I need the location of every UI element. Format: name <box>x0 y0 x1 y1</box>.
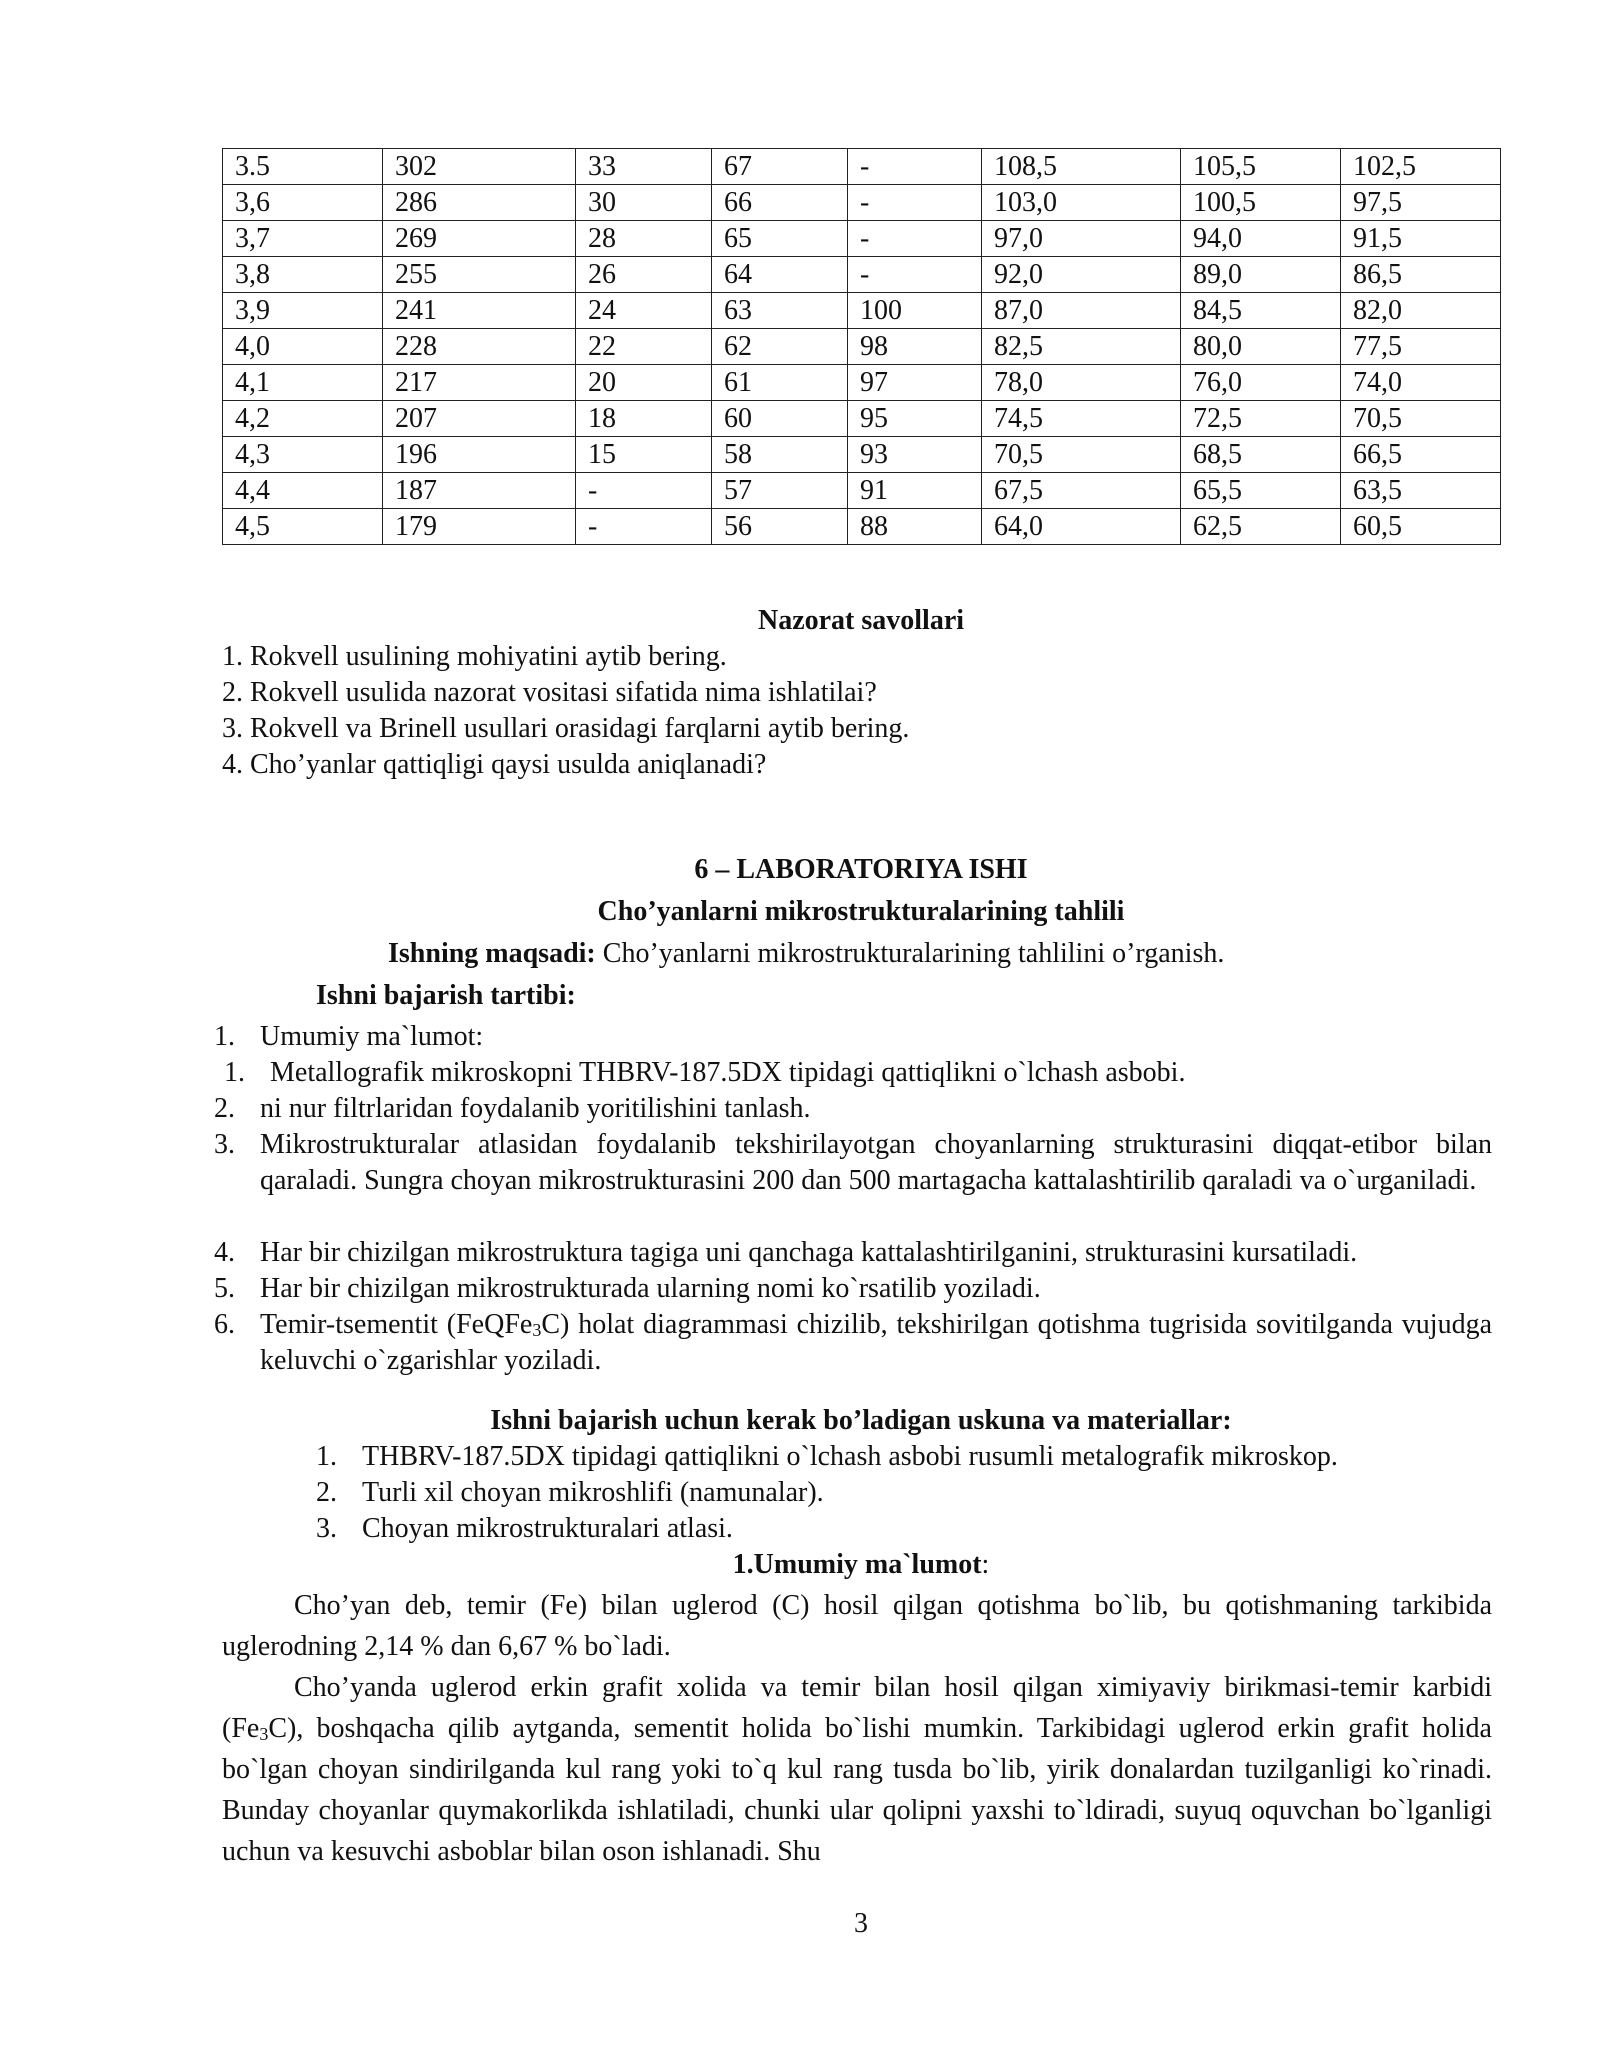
table-cell: 67 <box>712 149 848 185</box>
table-cell: 84,5 <box>1181 293 1341 329</box>
goal-label: Ishning maqsadi: <box>388 938 596 969</box>
table-cell: 93 <box>848 437 982 473</box>
table-cell: 102,5 <box>1341 149 1501 185</box>
table-cell: 286 <box>383 185 576 221</box>
table-cell: 65 <box>712 221 848 257</box>
step-number: 1. <box>214 1021 235 1052</box>
question-1: 1. Rokvell usulining mohiyatini aytib bering. <box>222 641 727 672</box>
table-cell: 97,0 <box>982 221 1181 257</box>
table-cell: 88 <box>848 509 982 545</box>
table-cell: 64,0 <box>982 509 1181 545</box>
step-number: 3. <box>214 1129 235 1160</box>
table-cell: 103,0 <box>982 185 1181 221</box>
equipment-number: 3. <box>316 1513 337 1544</box>
table-cell: 187 <box>383 473 576 509</box>
table-cell: 95 <box>848 401 982 437</box>
page-number: 3 <box>854 1908 868 1939</box>
table-cell: 108,5 <box>982 149 1181 185</box>
question-4: 4. Cho’yanlar qattiqligi qaysi usulda aniqlanadi? <box>222 749 767 780</box>
step-text: Metallografik mikroskopni THBRV-187.5DX tipidagi qattiqlikni o`lchash asbobi. <box>270 1057 1186 1088</box>
table-row <box>223 149 1501 185</box>
question-2: 2. Rokvell usulida nazorat vositasi sifatida nima ishlatilai? <box>222 677 877 708</box>
goal-text: Cho’yanlarni mikrostrukturalarining tahlilini o’rganish. <box>595 938 1225 969</box>
table-row <box>223 401 1501 437</box>
table-cell: 58 <box>712 437 848 473</box>
table-cell: 22 <box>576 329 712 365</box>
table-cell: 87,0 <box>982 293 1181 329</box>
table-cell: 66,5 <box>1341 437 1501 473</box>
table-cell: 94,0 <box>1181 221 1341 257</box>
table-cell: 241 <box>383 293 576 329</box>
table-cell: 74,5 <box>982 401 1181 437</box>
table-row <box>223 437 1501 473</box>
table-cell: 217 <box>383 365 576 401</box>
table-cell: 67,5 <box>982 473 1181 509</box>
table-row <box>223 473 1501 509</box>
table-cell: 82,0 <box>1341 293 1501 329</box>
table-cell: 33 <box>576 149 712 185</box>
step-number: 5. <box>214 1273 235 1304</box>
table-cell: 15 <box>576 437 712 473</box>
table-cell: - <box>848 149 982 185</box>
table-cell: 196 <box>383 437 576 473</box>
table-cell: 56 <box>712 509 848 545</box>
step-text: Temir-tsementit (FeQFe$_3$C) holat diagrammasi chizilib, tekshirilgan qotishma tugrisida sovitilganda vujudga keluvchi o`zgarishlar yoziladi. <box>260 1309 1493 1376</box>
table-cell: 18 <box>576 401 712 437</box>
table-cell: 86,5 <box>1341 257 1501 293</box>
step-number: 2. <box>214 1093 235 1124</box>
lab-subtitle: Cho’yanlarni mikrostrukturalarining tahlili <box>597 896 1125 927</box>
table-cell: 64 <box>712 257 848 293</box>
table-cell: 4,5 <box>223 509 383 545</box>
table-cell: 61 <box>712 365 848 401</box>
step-number: 4. <box>214 1237 235 1268</box>
lab-goal <box>388 936 1224 972</box>
table-cell: - <box>848 257 982 293</box>
table-cell: 66 <box>712 185 848 221</box>
table-cell: 72,5 <box>1181 401 1341 437</box>
control-title: Nazorat savollari <box>757 605 965 636</box>
table-cell: 4,1 <box>223 365 383 401</box>
table-cell: 62,5 <box>1181 509 1341 545</box>
table-cell: 3.5 <box>223 149 383 185</box>
table-cell: 98 <box>848 329 982 365</box>
table-cell: 63 <box>712 293 848 329</box>
table-cell: 62 <box>712 329 848 365</box>
table-cell: 89,0 <box>1181 257 1341 293</box>
step-number: 1. <box>224 1057 245 1088</box>
table-cell: 70,5 <box>982 437 1181 473</box>
table-cell: - <box>848 221 982 257</box>
procedure-title: Ishni bajarish tartibi: <box>316 980 576 1011</box>
table-cell: 63,5 <box>1341 473 1501 509</box>
table-cell: 97 <box>848 365 982 401</box>
table-cell: 97,5 <box>1341 185 1501 221</box>
table-cell: 24 <box>576 293 712 329</box>
table-cell: 4,4 <box>223 473 383 509</box>
step-text: Mikrostrukturalar atlasidan foydalanib tekshirilayotgan choyanlarning strukturasini diqqat-etibor bilan qaraladi. Sungra choyan mikrostrukturasini 200 dan 500 martagacha kattalashtirilib qaraladi va o`urganiladi. <box>260 1129 1492 1196</box>
hardness-table <box>222 148 1501 545</box>
table-row <box>223 365 1501 401</box>
equipment-number: 2. <box>316 1477 337 1508</box>
table-cell: 4,3 <box>223 437 383 473</box>
table-row <box>223 293 1501 329</box>
table-cell: 60 <box>712 401 848 437</box>
table-cell: 26 <box>576 257 712 293</box>
table-cell: 78,0 <box>982 365 1181 401</box>
general-title: 1.Umumiy ma`lumot: <box>732 1549 990 1580</box>
table-cell: - <box>848 185 982 221</box>
table-cell: 302 <box>383 149 576 185</box>
table-cell: 76,0 <box>1181 365 1341 401</box>
table-cell: 91 <box>848 473 982 509</box>
table-cell: - <box>576 473 712 509</box>
table-cell: 74,0 <box>1341 365 1501 401</box>
table-cell: 228 <box>383 329 576 365</box>
table-cell: 57 <box>712 473 848 509</box>
table-cell: 3,7 <box>223 221 383 257</box>
table-cell: 70,5 <box>1341 401 1501 437</box>
table-cell: 28 <box>576 221 712 257</box>
table-cell: - <box>576 509 712 545</box>
table-row <box>223 257 1501 293</box>
table-cell: 77,5 <box>1341 329 1501 365</box>
table-cell: 269 <box>383 221 576 257</box>
step-number: 6. <box>214 1309 235 1340</box>
table-cell: 80,0 <box>1181 329 1341 365</box>
table-cell: 68,5 <box>1181 437 1341 473</box>
step-text: Har bir chizilgan mikrostruktura tagiga uni qanchaga kattalashtirilganini, strukturasini kursatiladi. <box>260 1237 1358 1268</box>
table-cell: 3,6 <box>223 185 383 221</box>
step-text: ni nur filtrlaridan foydalanib yoritilishini tanlash. <box>260 1093 811 1124</box>
table-row <box>223 509 1501 545</box>
table-cell: 3,9 <box>223 293 383 329</box>
paragraph-1: Cho’yan deb, temir (Fe) bilan uglerod (C) hosil qilgan qotishma bo`lib, bu qotishmaning tarkibida uglerodning 2,14 % dan 6,67 % bo`ladi. <box>222 1590 1492 1662</box>
hardness-table-body <box>223 149 1501 545</box>
table-cell: 4,0 <box>223 329 383 365</box>
lab-title: 6 – LABORATORIYA ISHI <box>694 854 1028 885</box>
table-cell: 91,5 <box>1341 221 1501 257</box>
step-text: Har bir chizilgan mikrostrukturada ularning nomi ko`rsatilib yoziladi. <box>260 1273 1041 1304</box>
paragraph-2: Cho’yanda uglerod erkin grafit xolida va temir bilan hosil qilgan ximiyaviy birikmasi-temir karbidi $(Fe_3C)$, boshqacha qilib aytganda, sementit holida bo`lishi mumkin. Tarkibidagi uglerod erkin grafit holida bo`lgan choyan sindirilganda kul rang yoki to`q kul rang tusda bo`lib, yirik donalardan tuzilganligi ko`rinadi. Bunday choyanlar quymakorlikda ishlatiladi, chunki ular qolipni yaxshi to`ldiradi, suyuq oquvchan bo`lganligi uchun va kesuvchi asboblar bilan oson ishlanadi. Shu <box>222 1672 1492 1867</box>
table-cell: 4,2 <box>223 401 383 437</box>
table-cell: 3,8 <box>223 257 383 293</box>
table-row <box>223 185 1501 221</box>
table-row <box>223 329 1501 365</box>
table-cell: 105,5 <box>1181 149 1341 185</box>
table-cell: 179 <box>383 509 576 545</box>
table-cell: 255 <box>383 257 576 293</box>
equipment-text: Turli xil choyan mikroshlifi (namunalar). <box>362 1477 824 1508</box>
table-cell: 20 <box>576 365 712 401</box>
table-cell: 207 <box>383 401 576 437</box>
table-cell: 65,5 <box>1181 473 1341 509</box>
equipment-title: Ishni bajarish uchun kerak bo’ladigan uskuna va materiallar: <box>490 1405 1232 1436</box>
question-3: 3. Rokvell va Brinell usullari orasidagi farqlarni aytib bering. <box>222 713 910 744</box>
equipment-text: Choyan mikrostrukturalari atlasi. <box>362 1513 733 1544</box>
table-cell: 100,5 <box>1181 185 1341 221</box>
step-text: Umumiy ma`lumot: <box>260 1021 484 1052</box>
table-cell: 30 <box>576 185 712 221</box>
table-row <box>223 221 1501 257</box>
table-cell: 92,0 <box>982 257 1181 293</box>
table-cell: 100 <box>848 293 982 329</box>
equipment-number: 1. <box>316 1441 337 1472</box>
equipment-text: THBRV-187.5DX tipidagi qattiqlikni o`lchash asbobi rusumli metalografik mikroskop. <box>362 1441 1338 1472</box>
table-cell: 60,5 <box>1341 509 1501 545</box>
table-cell: 82,5 <box>982 329 1181 365</box>
